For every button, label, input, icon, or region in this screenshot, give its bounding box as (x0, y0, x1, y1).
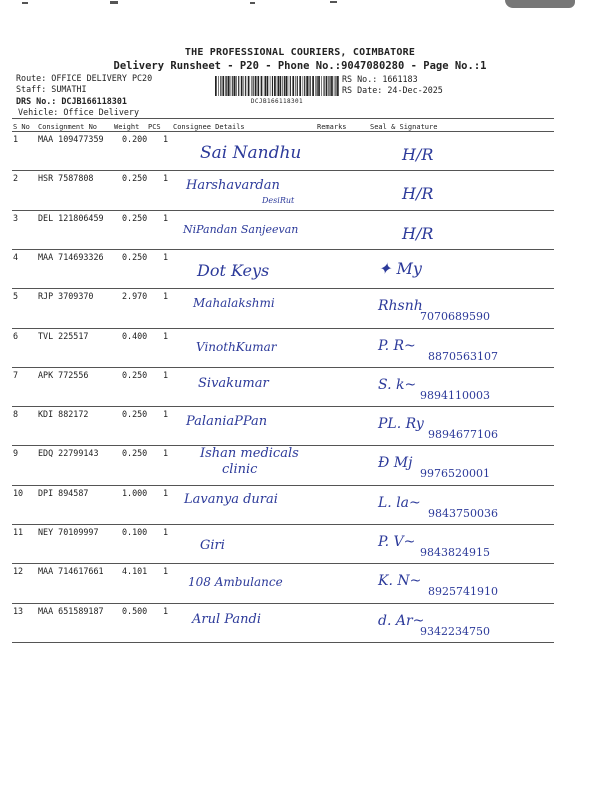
row-signature-phone: 8870563107 (428, 349, 498, 363)
col-header-consignee: Consignee Details (173, 123, 245, 131)
row-sno: 6 (13, 330, 19, 341)
row-divider (12, 603, 554, 604)
row-weight: 0.250 (122, 251, 148, 262)
col-header-sno: S No (13, 123, 30, 131)
row-consignee-handwritten: Arul Pandi (192, 612, 262, 627)
row-consignment-no: DPI 894587 (38, 487, 89, 498)
vehicle-label: Vehicle: Office Delivery (18, 107, 140, 117)
row-divider (12, 288, 554, 289)
row-consignee-handwritten: Ishan medicals (200, 446, 299, 461)
row-consignment-no: MAA 714693326 (38, 251, 104, 262)
row-signature-phone: 8925741910 (428, 585, 498, 599)
row-pcs: 1 (163, 330, 169, 341)
row-consignment-no: DEL 121806459 (38, 212, 104, 223)
row-signature-phone: 9342234750 (420, 624, 490, 638)
scan-speck (330, 1, 337, 3)
row-pcs: 1 (163, 448, 169, 459)
col-header-pcs: PCS (148, 123, 161, 131)
row-pcs: 1 (163, 566, 169, 577)
row-weight: 2.970 (122, 291, 148, 302)
row-consignment-no: HSR 7587808 (38, 173, 94, 184)
row-consignee-handwritten: Mahalakshmi (193, 296, 275, 310)
row-sno: 13 (13, 605, 24, 616)
row-signature: P. V~ (378, 534, 416, 550)
row-weight: 0.250 (122, 173, 148, 184)
table-top-border (12, 118, 554, 119)
row-weight: 0.500 (122, 605, 148, 616)
row-divider (12, 642, 554, 643)
row-signature: L. la~ (378, 494, 421, 511)
row-pcs: 1 (163, 527, 169, 537)
row-signature-phone: 9894110003 (420, 388, 490, 402)
row-weight: 0.250 (122, 212, 148, 223)
rs-date: RS Date: 24-Dec-2025 (342, 85, 443, 95)
row-sno: 7 (13, 369, 19, 380)
row-consignment-no: MAA 651589187 (38, 605, 104, 616)
row-weight: 0.250 (122, 448, 148, 459)
rs-number: RS No.: 1661183 (342, 74, 418, 84)
row-weight: 4.101 (122, 566, 148, 577)
row-weight: 0.250 (122, 409, 148, 420)
row-pcs: 1 (163, 605, 169, 616)
row-consignee-handwritten-line2: clinic (222, 462, 258, 477)
row-signature-phone: 9843824915 (420, 546, 490, 559)
row-signature: H/R (402, 223, 434, 243)
row-consignment-no: TVL 225517 (38, 330, 89, 341)
col-header-remarks: Remarks (317, 123, 347, 131)
row-sno: 4 (13, 251, 19, 262)
drs-label: DRS No.: DCJB166118301 (16, 96, 127, 106)
col-header-signature: Seal & Signature (370, 123, 438, 131)
row-pcs: 1 (163, 134, 169, 144)
row-pcs: 1 (163, 487, 169, 498)
row-divider (12, 170, 554, 171)
row-signature-phone: 9843750036 (428, 506, 498, 520)
col-header-consignment: Consignment No (38, 123, 98, 131)
row-signature: PL. Ry (378, 416, 424, 433)
row-consignment-no: MAA 714617661 (38, 566, 104, 577)
row-signature: S. k~ (378, 376, 417, 393)
row-sno: 10 (13, 487, 24, 498)
row-sno: 12 (13, 566, 24, 577)
row-divider (12, 524, 554, 525)
row-weight: 0.100 (122, 527, 148, 537)
row-consignment-no: EDQ 22799143 (38, 448, 99, 459)
row-weight: 1.000 (122, 487, 148, 498)
row-divider (12, 328, 554, 329)
row-signature: K. N~ (378, 573, 422, 590)
row-signature: H/R (402, 145, 434, 164)
scan-speck (505, 0, 575, 8)
row-consignment-no: APK 772556 (38, 369, 89, 380)
runsheet-subtitle: Delivery Runsheet - P20 - Phone No.:9047080280 - Page No.:1 (113, 60, 487, 72)
row-consignee-handwritten: Sai Nandhu (200, 143, 302, 163)
row-consignment-no: RJP 3709370 (38, 291, 94, 302)
row-signature: d. Ar~ (378, 612, 425, 629)
staff-label: Staff: SUMATHI (16, 84, 87, 94)
row-consignee-handwritten: Harshavardan (186, 178, 280, 193)
row-signature-phone: 9976520001 (420, 467, 490, 481)
row-consignee-handwritten: VinothKumar (196, 340, 277, 354)
row-signature: Rhsnh (378, 298, 423, 315)
row-divider (12, 210, 554, 211)
barcode (215, 76, 339, 96)
row-pcs: 1 (163, 291, 169, 302)
scan-speck (250, 2, 255, 4)
col-header-weight: Weight (114, 123, 140, 131)
row-divider (12, 485, 554, 486)
row-sno: 1 (13, 134, 19, 144)
row-divider (12, 406, 554, 407)
table-header-border (12, 131, 554, 132)
route-label: Route: OFFICE DELIVERY PC20 (16, 73, 153, 83)
row-sno: 2 (13, 173, 19, 184)
row-pcs: 1 (163, 251, 169, 262)
row-pcs: 1 (163, 212, 169, 223)
row-consignment-no: KDI 882172 (38, 409, 89, 420)
row-consignee-handwritten: Giri (200, 538, 225, 553)
scan-speck (22, 2, 28, 4)
row-consignee-handwritten: PalaniaPPan (186, 414, 268, 429)
row-consignee-handwritten: NiPandan Sanjeevan (183, 223, 299, 236)
company-title: THE PROFESSIONAL COURIERS, COIMBATORE (184, 47, 416, 58)
row-pcs: 1 (163, 369, 169, 380)
barcode-text: DCJB166118301 (250, 98, 304, 105)
row-sno: 5 (13, 291, 19, 302)
row-consignee-handwritten-line2: DesiRut (262, 196, 295, 205)
row-signature: Ɖ Mj (378, 455, 413, 472)
row-signature: ✦ My (378, 258, 422, 278)
row-signature-phone: 9894677106 (428, 428, 498, 442)
row-consignment-no: MAA 109477359 (38, 134, 104, 144)
row-signature-phone: 7070689590 (420, 310, 490, 324)
row-consignee-handwritten: Sivakumar (198, 376, 269, 391)
row-divider (12, 249, 554, 250)
row-divider (12, 563, 554, 564)
row-pcs: 1 (163, 409, 169, 420)
row-weight: 0.400 (122, 330, 148, 341)
scan-speck (110, 1, 118, 4)
row-sno: 11 (13, 527, 24, 537)
row-sno: 8 (13, 409, 19, 420)
row-signature: H/R (402, 184, 434, 204)
row-divider (12, 367, 554, 368)
row-consignee-handwritten: 108 Ambulance (188, 575, 283, 589)
row-signature: P. R~ (378, 337, 416, 354)
row-consignee-handwritten: Lavanya durai (184, 492, 278, 507)
row-sno: 9 (13, 448, 19, 459)
row-weight: 0.200 (122, 134, 148, 144)
row-consignee-handwritten: Dot Keys (197, 261, 270, 280)
row-sno: 3 (13, 212, 19, 223)
row-weight: 0.250 (122, 369, 148, 380)
row-pcs: 1 (163, 173, 169, 184)
row-consignment-no: NEY 70109997 (38, 527, 99, 537)
